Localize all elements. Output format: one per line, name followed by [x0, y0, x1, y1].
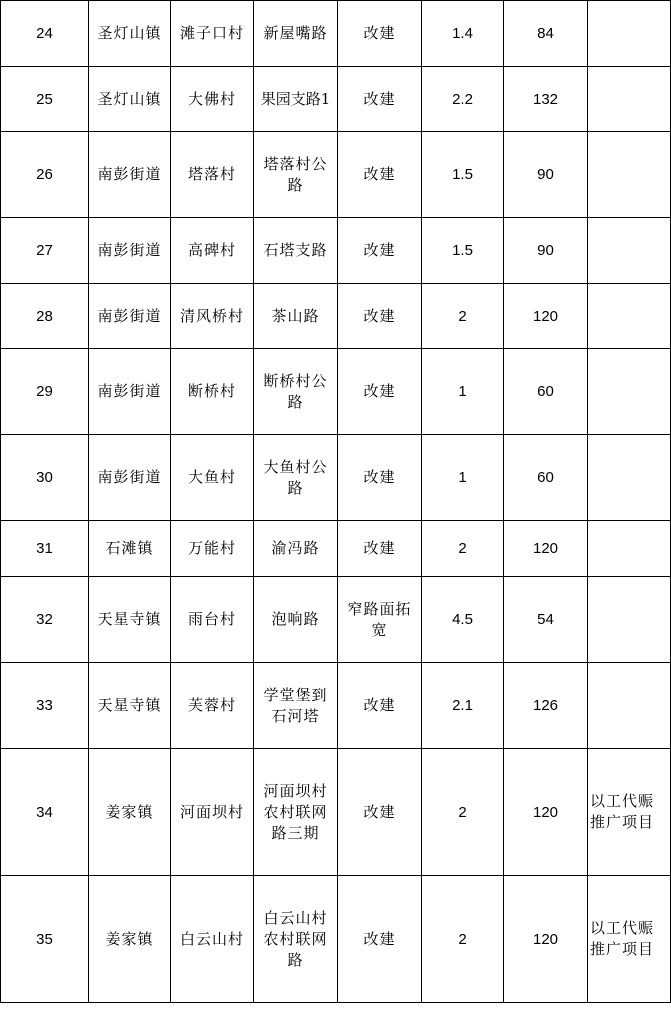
note-cell: 以工代赈推广项目	[588, 749, 671, 876]
length-cell: 4.5	[422, 577, 504, 663]
row-number: 32	[1, 577, 89, 663]
road-cell: 新屋嘴路	[254, 1, 338, 67]
road-cell: 大鱼村公路	[254, 435, 338, 521]
village-cell: 大佛村	[171, 67, 254, 132]
town-cell: 天星寺镇	[89, 577, 171, 663]
town-cell: 石滩镇	[89, 521, 171, 577]
row-number: 35	[1, 876, 89, 1003]
table-row	[1, 218, 671, 284]
town-cell: 南彭街道	[89, 349, 171, 435]
table-row	[1, 349, 671, 435]
row-number: 27	[1, 218, 89, 284]
road-cell: 断桥村公路	[254, 349, 338, 435]
village-cell: 雨台村	[171, 577, 254, 663]
table-row	[1, 1, 671, 67]
row-number: 29	[1, 349, 89, 435]
length-cell: 2.1	[422, 663, 504, 749]
note-cell: 以工代赈推广项目	[588, 876, 671, 1003]
note-cell	[588, 577, 671, 663]
type-cell: 窄路面拓宽	[338, 577, 422, 663]
note-cell	[588, 435, 671, 521]
road-cell: 泡响路	[254, 577, 338, 663]
row-number: 28	[1, 284, 89, 349]
note-cell	[588, 1, 671, 67]
table-body	[1, 1, 671, 1003]
type-cell: 改建	[338, 749, 422, 876]
type-cell: 改建	[338, 876, 422, 1003]
town-cell: 姜家镇	[89, 876, 171, 1003]
road-cell: 茶山路	[254, 284, 338, 349]
table-row	[1, 749, 671, 876]
type-cell: 改建	[338, 435, 422, 521]
amount-cell: 60	[504, 349, 588, 435]
town-cell: 圣灯山镇	[89, 67, 171, 132]
table-row	[1, 435, 671, 521]
note-cell	[588, 521, 671, 577]
village-cell: 芙蓉村	[171, 663, 254, 749]
row-number: 34	[1, 749, 89, 876]
road-cell: 渝冯路	[254, 521, 338, 577]
length-cell: 2	[422, 284, 504, 349]
type-cell: 改建	[338, 284, 422, 349]
road-cell: 河面坝村农村联网路三期	[254, 749, 338, 876]
amount-cell: 60	[504, 435, 588, 521]
town-cell: 南彭街道	[89, 132, 171, 218]
town-cell: 南彭街道	[89, 435, 171, 521]
village-cell: 万能村	[171, 521, 254, 577]
note-cell	[588, 132, 671, 218]
village-cell: 白云山村	[171, 876, 254, 1003]
row-number: 33	[1, 663, 89, 749]
town-cell: 南彭街道	[89, 218, 171, 284]
amount-cell: 132	[504, 67, 588, 132]
road-cell: 石塔支路	[254, 218, 338, 284]
table-row	[1, 67, 671, 132]
length-cell: 2	[422, 749, 504, 876]
road-cell: 学堂堡到石河塔	[254, 663, 338, 749]
length-cell: 1	[422, 349, 504, 435]
amount-cell: 90	[504, 132, 588, 218]
amount-cell: 120	[504, 521, 588, 577]
type-cell: 改建	[338, 218, 422, 284]
type-cell: 改建	[338, 663, 422, 749]
table-row	[1, 521, 671, 577]
note-cell	[588, 284, 671, 349]
type-cell: 改建	[338, 349, 422, 435]
amount-cell: 84	[504, 1, 588, 67]
amount-cell: 120	[504, 876, 588, 1003]
table-row	[1, 876, 671, 1003]
road-cell: 白云山村农村联网路	[254, 876, 338, 1003]
village-cell: 河面坝村	[171, 749, 254, 876]
type-cell: 改建	[338, 67, 422, 132]
length-cell: 1.4	[422, 1, 504, 67]
length-cell: 1	[422, 435, 504, 521]
amount-cell: 54	[504, 577, 588, 663]
amount-cell: 120	[504, 284, 588, 349]
note-cell	[588, 349, 671, 435]
village-cell: 大鱼村	[171, 435, 254, 521]
village-cell: 高碑村	[171, 218, 254, 284]
amount-cell: 90	[504, 218, 588, 284]
town-cell: 姜家镇	[89, 749, 171, 876]
road-cell: 果园支路1	[254, 67, 338, 132]
table-row	[1, 284, 671, 349]
length-cell: 1.5	[422, 132, 504, 218]
table-row	[1, 577, 671, 663]
type-cell: 改建	[338, 132, 422, 218]
village-cell: 塔落村	[171, 132, 254, 218]
village-cell: 断桥村	[171, 349, 254, 435]
row-number: 26	[1, 132, 89, 218]
length-cell: 1.5	[422, 218, 504, 284]
town-cell: 南彭街道	[89, 284, 171, 349]
row-number: 30	[1, 435, 89, 521]
row-number: 31	[1, 521, 89, 577]
note-cell	[588, 218, 671, 284]
type-cell: 改建	[338, 1, 422, 67]
note-cell	[588, 67, 671, 132]
table-row	[1, 663, 671, 749]
table-row	[1, 132, 671, 218]
note-cell	[588, 663, 671, 749]
length-cell: 2	[422, 521, 504, 577]
type-cell: 改建	[338, 521, 422, 577]
town-cell: 天星寺镇	[89, 663, 171, 749]
row-number: 25	[1, 67, 89, 132]
length-cell: 2	[422, 876, 504, 1003]
town-cell: 圣灯山镇	[89, 1, 171, 67]
length-cell: 2.2	[422, 67, 504, 132]
row-number: 24	[1, 1, 89, 67]
village-cell: 清风桥村	[171, 284, 254, 349]
village-cell: 滩子口村	[171, 1, 254, 67]
amount-cell: 126	[504, 663, 588, 749]
road-cell: 塔落村公路	[254, 132, 338, 218]
amount-cell: 120	[504, 749, 588, 876]
